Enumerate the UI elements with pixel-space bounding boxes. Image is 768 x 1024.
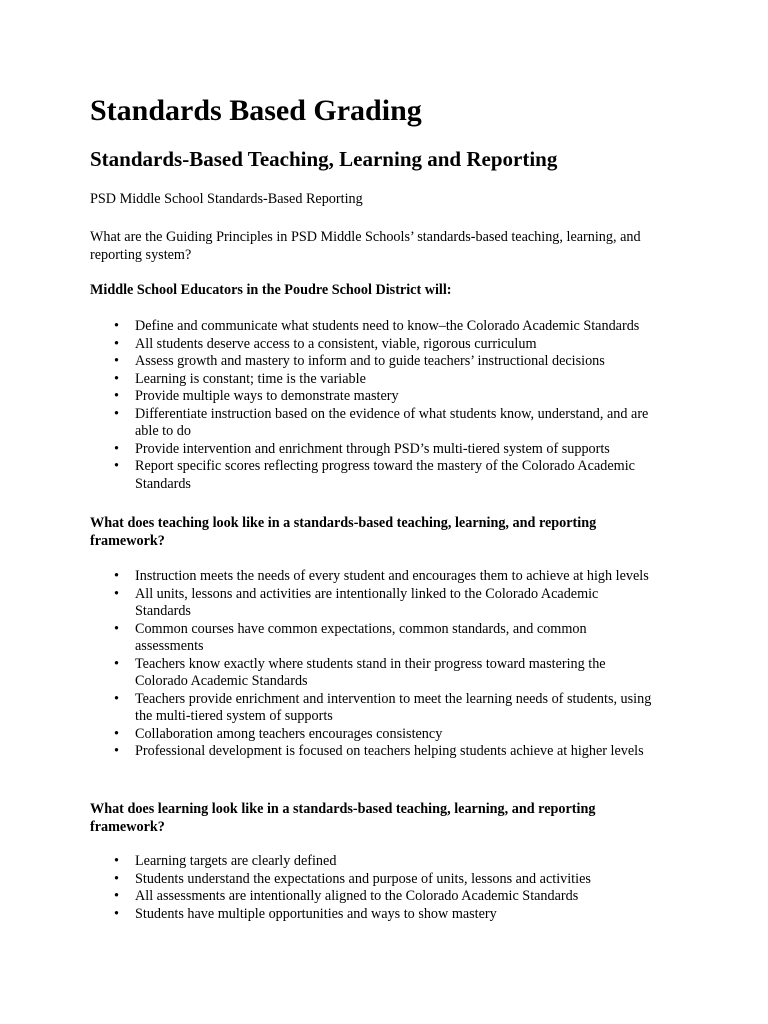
bullet-marker: • bbox=[114, 620, 119, 637]
list-item bbox=[90, 871, 695, 889]
section1-heading: Middle School Educators in the Poudre School District will: bbox=[90, 282, 452, 298]
list-item bbox=[90, 568, 655, 586]
section2-list bbox=[90, 568, 690, 761]
list-item-text: Students understand the expectations and purpose of units, lessons and activities bbox=[135, 870, 591, 887]
bullet-marker: • bbox=[114, 568, 119, 584]
bullet-marker: • bbox=[114, 905, 119, 922]
section1-list bbox=[90, 318, 690, 493]
list-item bbox=[90, 691, 660, 726]
list-item bbox=[90, 441, 675, 459]
list-item-text: Common courses have common expectations, common standards, and common assessments bbox=[135, 620, 587, 654]
list-item-text: Define and communicate what students need to know–the Colorado Academic Standards bbox=[135, 318, 640, 334]
list-item-text: Learning is constant; time is the variable bbox=[135, 370, 366, 387]
list-item-text: Report specific scores reflecting progress toward the mastery of the Colorado Academic Standards bbox=[135, 458, 635, 492]
list-item-text: Teachers provide enrichment and intervention to meet the learning needs of students, using the multi-tiered system of supports bbox=[135, 690, 652, 724]
intro-line: PSD Middle School Standards-Based Reporting bbox=[90, 191, 363, 207]
list-item bbox=[90, 853, 695, 871]
bullet-marker: • bbox=[114, 725, 119, 742]
section2-heading: What does teaching look like in a standards-based teaching, learning, and reporting framework? bbox=[90, 515, 597, 549]
list-item bbox=[90, 353, 675, 371]
list-item-text: All assessments are intentionally aligned to the Colorado Academic Standards bbox=[135, 888, 579, 904]
list-item bbox=[90, 906, 695, 924]
list-item-text: Provide intervention and enrichment through PSD’s multi-tiered system of supports bbox=[135, 440, 610, 457]
bullet-marker: • bbox=[114, 440, 119, 457]
list-item bbox=[90, 336, 675, 354]
page-subtitle: Standards-Based Teaching, Learning and Reporting bbox=[90, 147, 558, 171]
list-item-text: Provide multiple ways to demonstrate mastery bbox=[135, 388, 399, 404]
list-item-text: Instruction meets the needs of every student and encourages them to achieve at high levels bbox=[135, 568, 649, 584]
list-item-text: Collaboration among teachers encourages consistency bbox=[135, 725, 443, 742]
list-item bbox=[90, 406, 675, 441]
list-item-text: Students have multiple opportunities and ways to show mastery bbox=[135, 905, 497, 922]
bullet-marker: • bbox=[114, 888, 119, 904]
bullet-marker: • bbox=[114, 318, 119, 334]
guiding-principles-question: What are the Guiding Principles in PSD Middle Schools’ standards-based teaching, learning, and reporting system? bbox=[90, 229, 641, 263]
list-item bbox=[90, 656, 655, 691]
bullet-marker: • bbox=[114, 405, 119, 422]
bullet-marker: • bbox=[114, 370, 119, 387]
list-item bbox=[90, 458, 675, 493]
bullet-marker: • bbox=[114, 655, 119, 672]
list-item bbox=[90, 888, 695, 906]
section3-heading: What does learning look like in a standards-based teaching, learning, and reporting framework? bbox=[90, 801, 596, 835]
bullet-marker: • bbox=[114, 743, 119, 759]
list-item-text: Professional development is focused on teachers helping students achieve at higher levels bbox=[135, 743, 644, 759]
section3-list bbox=[90, 853, 690, 923]
list-item bbox=[90, 318, 675, 336]
bullet-marker: • bbox=[114, 335, 119, 352]
list-item bbox=[90, 586, 655, 621]
bullet-marker: • bbox=[114, 853, 119, 869]
bullet-marker: • bbox=[114, 353, 119, 369]
list-item bbox=[90, 371, 675, 389]
list-item-text: Learning targets are clearly defined bbox=[135, 853, 337, 869]
list-item bbox=[90, 743, 755, 761]
bullet-marker: • bbox=[114, 388, 119, 404]
bullet-marker: • bbox=[114, 585, 119, 602]
list-item-text: Teachers know exactly where students stand in their progress toward mastering the Colorado Academic Standards bbox=[135, 655, 606, 689]
list-item-text: Assess growth and mastery to inform and to guide teachers’ instructional decisions bbox=[135, 353, 605, 369]
page-title: Standards Based Grading bbox=[90, 94, 422, 127]
list-item-text: All units, lessons and activities are intentionally linked to the Colorado Academic Standards bbox=[135, 585, 599, 619]
bullet-marker: • bbox=[114, 690, 119, 707]
list-item-text: Differentiate instruction based on the evidence of what students know, understand, and are able to do bbox=[135, 405, 649, 439]
list-item bbox=[90, 726, 695, 744]
list-item-text: All students deserve access to a consistent, viable, rigorous curriculum bbox=[135, 335, 537, 352]
list-item bbox=[90, 388, 675, 406]
bullet-marker: • bbox=[114, 458, 119, 474]
list-item bbox=[90, 621, 655, 656]
bullet-marker: • bbox=[114, 870, 119, 887]
